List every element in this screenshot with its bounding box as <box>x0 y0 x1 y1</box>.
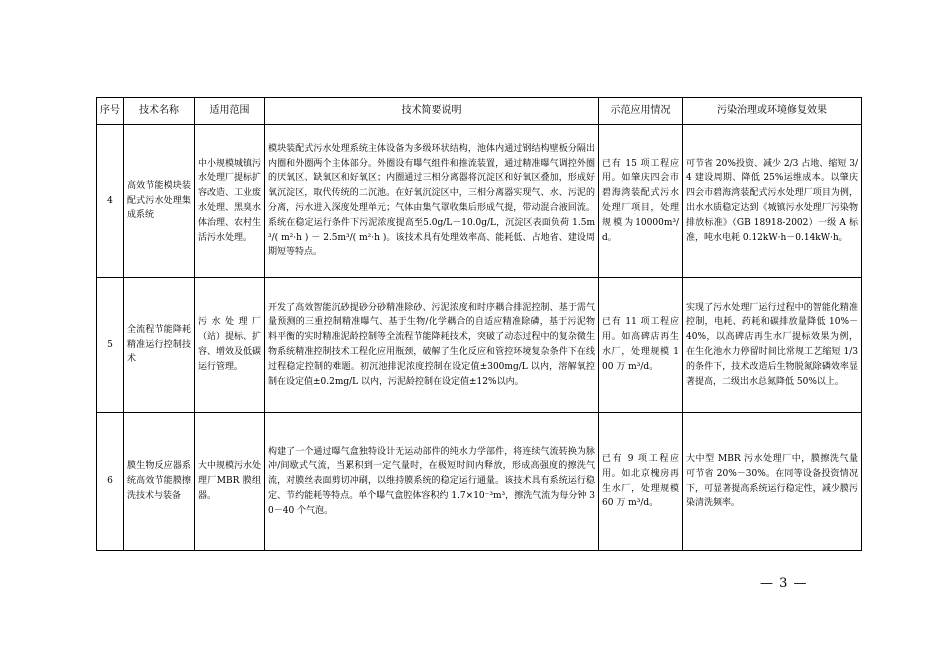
table-header-row <box>97 98 862 125</box>
cell-effect: 实现了污水处理厂运行过程中的智能化精准控制，电耗、药耗和碳排放量降低 10%－40%，以高碑店再生水厂提标效果为例，在生化池水力停留时间比常规工艺缩短 1/3 的条件下，技术改造后生物脱氮除磷效率显著提高，二级出水总氮降低 50%以上。 <box>683 278 862 413</box>
cell-tech-name: 高效节能模块装配式污水处理集成系统 <box>124 125 195 278</box>
cell-description: 开发了高效智能沉砂提砂分砂精准除砂、污泥浓度和时序耦合排泥控制、基于需气量预测的三重控制精准曝气、基于生物/化学耦合的自适应精准除磷，基于污泥物料平衡的实时精准泥龄控制等全流程节能降耗技术，突破了动态过程中的复杂微生物系统精准控制技术工程化应用瓶颈，破解了生化反应和管控环境复杂条件下在线过程稳定控制的难题。初沉池排泥浓度控制在设定值±300mg/L 以内，溶解氧控制在设定值±0.2mg/L 以内，污泥龄控制在设定值±12%以内。 <box>265 278 599 413</box>
header-description: 技术简要说明 <box>265 98 599 125</box>
header-demo-application: 示范应用情况 <box>599 98 683 125</box>
cell-tech-name: 膜生物反应器系统高效节能膜擦洗技术与装备 <box>124 413 195 551</box>
cell-effect: 大中型 MBR 污水处理厂中，膜擦洗气量可节省 20%－30%。在同等设备投资情况下，可显著提高系统运行稳定性，减少膜污染清洗频率。 <box>683 413 862 551</box>
header-effect: 污染治理或环境修复效果 <box>683 98 862 125</box>
cell-serial-no: 6 <box>97 413 124 551</box>
header-tech-name: 技术名称 <box>124 98 195 125</box>
cell-scope: 中小规模城镇污水处理厂提标扩容改造、工业废水处理、黑臭水体治理、农村生活污水处理。 <box>195 125 265 278</box>
cell-description: 构建了一个通过曝气盒独特设计无运动部件的纯水力学部件，将连续气流转换为脉冲/间歇式气流，当累积到一定气量时，在极短时间内释放，形成高强度的擦洗气流，对膜丝表面剪切冲刷，以维持膜系统的稳定运行通量。该技术具有系统运行稳定、节约能耗等特点。单个曝气盒腔体容积约 1.7×10⁻³m³，擦洗气流为每分钟 30－40 个气泡。 <box>265 413 599 551</box>
technology-table <box>96 97 862 551</box>
header-scope: 适用范围 <box>195 98 265 125</box>
page-number: — 3 — <box>760 576 808 591</box>
cell-scope: 大中规模污水处理厂MBR 膜组器。 <box>195 413 265 551</box>
cell-tech-name: 全流程节能降耗精准运行控制技术 <box>124 278 195 413</box>
cell-serial-no: 5 <box>97 278 124 413</box>
table-row <box>97 413 862 551</box>
cell-demo-application: 已有 11 项工程应用。如高碑店再生水厂，处理规模 100 万 m³/d。 <box>599 278 683 413</box>
cell-demo-application: 已有 9 项工程应用。如北京槐房再生水厂，处理规模 60 万 m³/d。 <box>599 413 683 551</box>
cell-description: 模块装配式污水处理系统主体设备为多级环状结构，池体内通过钢结构壁板分隔出内圈和外圈两个主体部分。外圈设有曝气组件和推流装置，通过精准曝气调控外圈的厌氧区、缺氧区和好氧区；内圈通过三相分离器将沉淀区和好氧区叠加，形成好氧沉淀区，取代传统的二沉池。在好氧沉淀区中，三相分离器实现气、水、污泥的分离，污水进入深度处理单元；气体由集气罩收集后形成气提，带动混合液回流。系统在稳定运行条件下污泥浓度提高至5.0g/L－10.0g/L，沉淀区表面负荷 1.5m³/( m²·h ) － 2.5m³/( m²·h )。该技术具有处理效率高、能耗低、占地省、建设周期短等特点。 <box>265 125 599 278</box>
header-serial-no: 序号 <box>97 98 124 125</box>
table-row <box>97 125 862 278</box>
cell-scope: 污水处理厂（站）提标、扩容、增效及低碳运行管理。 <box>195 278 265 413</box>
table-row <box>97 278 862 413</box>
cell-serial-no: 4 <box>97 125 124 278</box>
cell-effect: 可节省 20%投资、减少 2/3 占地、缩短 3/4 建设周期、降低 25%运维成本。以肇庆四会市碧海湾装配式污水处理厂项目为例，出水水质稳定达到《城镇污水处理厂污染物排放标准》（GB 18918-2002）一级 A 标准，吨水电耗 0.12kW·h－0.14kW·h。 <box>683 125 862 278</box>
cell-demo-application: 已有 15 项工程应用。如肇庆四会市碧海湾装配式污水处理厂项目，处理规模为10000m³/d。 <box>599 125 683 278</box>
